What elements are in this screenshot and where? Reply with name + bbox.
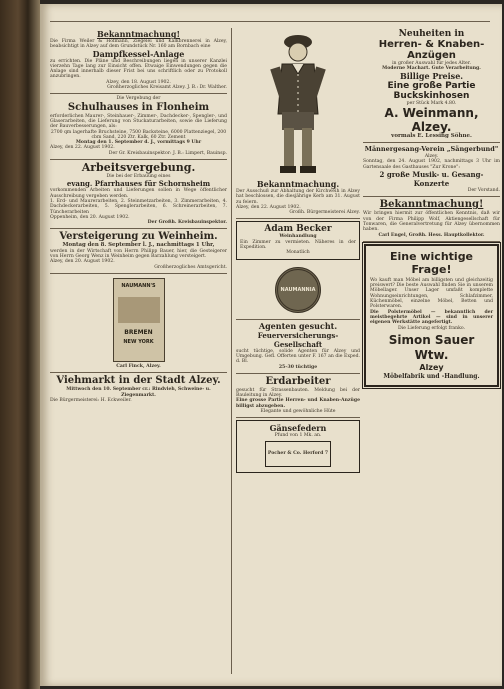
notice-title: Versteigerung zu Weinheim. xyxy=(59,231,218,243)
ad-body: Sonntag, den 24. August 1902, nachmittags 3 Uhr im Gartensaale des Gasthauses "Zur Krone": xyxy=(363,159,500,170)
ad-note: Die Lieferung erfolgt franko. xyxy=(397,325,466,331)
ad-firm: Pocher & Co. Herford 7 xyxy=(267,450,329,456)
notice-body: werden in der Wirtschaft von Herrn Philipp Bauer, hier, die Gesteigerer von Herrn Georg Wenz in Weinheim gegen Barzahlung versteigert. xyxy=(50,248,227,260)
ad-body: gesucht für Strassenbauten. Meldung bei der Bauleitung in Alzey. xyxy=(236,387,360,399)
ad-title: Adam Becker xyxy=(264,224,332,235)
ad-formerly: vormals E. Lessing Söhne. xyxy=(391,132,472,139)
notice-signature: Großherzogliches Kreisamt Alzey. J. B.: Dr. Walther. xyxy=(107,85,227,91)
left-column xyxy=(50,28,232,674)
notice-title: Arbeitsvergebung. xyxy=(81,161,196,175)
ship-shape xyxy=(118,297,160,323)
poster-line: NEW YORK xyxy=(123,338,154,345)
ad-tag: Monatlich xyxy=(286,250,310,256)
notice-signature: Großherzogliches Amtsgericht. xyxy=(154,264,227,270)
notice-place-date: Alzey, den 20. August 1902. xyxy=(50,259,115,265)
ad-place: Alzey xyxy=(419,362,444,372)
ship-poster-image xyxy=(113,278,165,362)
newspaper-page xyxy=(40,4,502,686)
notice-list: 1. Erd- und Maurerarbeiten, 2. Steinmetzarbeiten, 3. Zimmerarbeiten, 4. Dachdeckerarbeiten, 5. Spenglerarbeiten, 6. Schreinerarbeiten, 7. Tüncherarbeiten xyxy=(50,198,227,215)
notice-date-line: Montag den 1. September d. J., vormittags 9 Uhr xyxy=(75,140,202,146)
notice-signature: Der Großh. Kreisbauinspektor. xyxy=(147,220,227,226)
ad-price: per Stück Mark 4.80. xyxy=(406,100,457,106)
ad-agenten xyxy=(236,320,360,374)
ad-title: Bekanntmachung. xyxy=(256,179,340,189)
ad-body: Der Ausschuß zur Abhaltung der Kirchweih in Alzey hat beschlossen, die diesjährige Kerb am 31. August zu feiern. xyxy=(236,189,360,205)
notice-place-date: Oppenheim, den 20. August 1902. xyxy=(50,214,130,220)
ad-signature: Großh. Bürgermeisterei Alzey. xyxy=(289,210,360,216)
notice-place-date: Alzey, den 22. August 1902. xyxy=(50,145,115,151)
ad-bekanntmachung-kerb xyxy=(236,178,360,219)
ad-sub: in großer Auswahl für jedes Alter. xyxy=(392,61,471,66)
notice-title: Bekanntmachung! xyxy=(379,199,484,211)
notice-footer: Die Bürgermeisterei: H. Eckweiler. xyxy=(50,397,132,403)
ad-line: Elegante und gewöhnliche Hüte xyxy=(260,409,336,415)
notice-versteigerung xyxy=(50,229,227,273)
ad-title: Neuheiten in xyxy=(398,29,465,39)
notice-title: Bekanntmachung! xyxy=(97,29,180,39)
ad-title: Männergesang-Verein „Sängerbund" xyxy=(364,145,499,154)
notice-heading: Dampfkessel-Anlage xyxy=(92,48,185,59)
ad-title: Eine wichtige Frage! xyxy=(389,249,474,276)
ad-body: Wo kauft man Möbel am billigsten und gleichzeitig preiswert? Die beste Auswahl finden Sie in unserem Möbellager. Unser Lager umfaßt komplette Wohnungseinrichtungen, Schlafzimmer, Küchenmöbel, einzelne Möbel, Betten und Polsterwaren. xyxy=(370,277,493,310)
book-binding xyxy=(0,0,40,689)
notice-body: Wir bringen hiermit zur öffentlichen Kenntnis, daß wir von der Firma Philipp Wolf, Aktiengesellschaft für Tonwaren, die Generalvertretung für Alzey übernommen haben. xyxy=(363,211,500,233)
ad-heading: 2 große Musik- u. Gesang-Konzerte xyxy=(379,170,484,189)
notice-line: Montag den 8. September l. J., nachmittags 1 Uhr, xyxy=(62,242,215,249)
ad-firm-stamp xyxy=(265,441,331,467)
ad-title: Erdarbeiter xyxy=(265,375,331,387)
notice-heading: evang. Pfarrhauses für Schornsheim xyxy=(66,179,211,189)
ad-sub-3: Billige Preise. xyxy=(399,70,464,81)
ad-big-line: Eine große Partie Buckskinhosen xyxy=(387,80,476,101)
ad-adam-becker xyxy=(236,221,360,259)
notice-arbeitsvergebung xyxy=(50,160,227,229)
poster-mid: BREMEN xyxy=(124,328,153,336)
ad-firm: Simon Sauer Wtw. xyxy=(388,332,475,362)
ad-title: Agenten gesucht. xyxy=(258,320,338,331)
ad-bold-line: Die Polstermöbel — bekanntlich der meistbegehrte Artikel — sind in unserer eigenen Werkstätte angefertigt. xyxy=(370,309,493,326)
ad-title: Gänsefedern xyxy=(269,423,327,434)
ad-tag: Möbelfabrik und -Handlung. xyxy=(383,372,480,380)
notice-body: Die Firma Weiler & Hofmann, Ziegelei und Kalkbrennerei in Alzey, beabsichtigt in Alzey auf dem Grundstück Nr. 160 am Bornbach eine xyxy=(50,39,227,50)
notice-intro: Die Vergebung der xyxy=(116,96,161,102)
ad-naumannia xyxy=(236,262,360,320)
boy-illustration xyxy=(262,28,334,178)
ad-extra: Eine grosse Partie Herren- und Knaben-Anzüge billigst abzugeben. xyxy=(236,398,360,409)
ad-sub: Weinhandlung xyxy=(279,234,317,240)
ad-line: 25–30 tüchtige xyxy=(278,364,318,370)
notice-body: vorkommenden Arbeiten und Lieferungen sollen in Wege öffentlicher Ausschreibung vergeben werden. xyxy=(50,188,227,199)
ad-erdarbeiter xyxy=(236,374,360,418)
notice-place-date: Alzey, den 18. August 1902. xyxy=(106,79,171,85)
ad-signature: Der Vorstand. xyxy=(467,188,500,194)
ad-body: Pfund von 1 Mk. an. xyxy=(274,433,322,439)
notice-schulhaus xyxy=(50,94,227,160)
notice-title: Viehmarkt in der Stadt Alzey. xyxy=(56,375,221,387)
ad-weinmann xyxy=(363,28,500,143)
ad-firm: A. Weinmann, Alzey. xyxy=(384,105,479,134)
notice-body: erforderlichen Maurer-, Steinhauer-, Zimmer-, Dachdecker-, Spengler-, und Glaserarbeiten, die Lieferung von Stuckaturarbeiten, sowie die Lieferung der Bauverbesserungen, als: xyxy=(50,113,227,130)
notice-dampfkessel xyxy=(50,28,227,94)
notice-items: 2700 qm lagerhafte Bruchsteine, 7500 Backsteine, 6000 Plattenziegel, 200 cbm Sand, 220 Ztr. Kalk, 60 Ztr. Zement xyxy=(50,129,227,140)
ad-title-2: Herren- & Knaben-Anzügen xyxy=(378,39,485,61)
notice-engel xyxy=(363,197,500,241)
ad-sub-2: Moderne Machart. Gute Verarbeitung. xyxy=(382,66,481,72)
ad-body: sucht tüchtige, solide Agenten für Alzey und Umgebung. Gefl. Offerten unter F. 167 an die Exped. d. Bl. xyxy=(236,348,360,365)
ad-place: Alzey. xyxy=(424,154,439,160)
poster-top: NAUMANN'S xyxy=(121,282,156,289)
notice-line: Mittwoch den 10. September cr.: Rindvieh, Schweine- u. Ziegenmarkt. xyxy=(66,387,211,398)
ad-place-date: Alzey, den 22. August 1902. xyxy=(236,204,301,210)
right-column xyxy=(363,28,500,389)
notice-title: Schulhauses in Flonheim xyxy=(67,101,210,113)
ad-gaensefedern xyxy=(236,420,360,472)
ad-body: Ein Zimmer zu vermieten. Näheres in der Expedition. xyxy=(240,239,356,251)
ad-poster xyxy=(50,274,227,373)
middle-column xyxy=(236,28,360,475)
notice-viehmarkt xyxy=(50,373,227,403)
naumannia-seal: NAUMANNIA xyxy=(275,267,321,313)
notice-signature: Carl Engel, Großh. Hess. Hauptkollektor. xyxy=(378,232,485,238)
poster-credit: Carl Finck, Alzey. xyxy=(116,363,161,369)
notice-intro: Die bei der Erbauung eines xyxy=(106,174,171,180)
ad-simon-sauer xyxy=(364,244,499,387)
page-header-rule xyxy=(50,8,490,22)
notice-signature: Der Gr. Kreisbauinspektor: J. B.: Limpert, Bauinsp. xyxy=(108,150,227,156)
ad-heading: Feuerversicherungs-Gesellschaft xyxy=(257,330,339,349)
ad-saengerbund xyxy=(363,143,500,197)
notice-body-2: zu errichten. Die Pläne und Beschreibungen liegen in unserer Kanzlei vierzehn Tage lang zur Einsicht offen. Etwaige Einwendungen gegen die Anlage sind innerhalb dieser Frist bei uns schriftlich oder zu Protokoll anzubringen. xyxy=(50,58,227,80)
